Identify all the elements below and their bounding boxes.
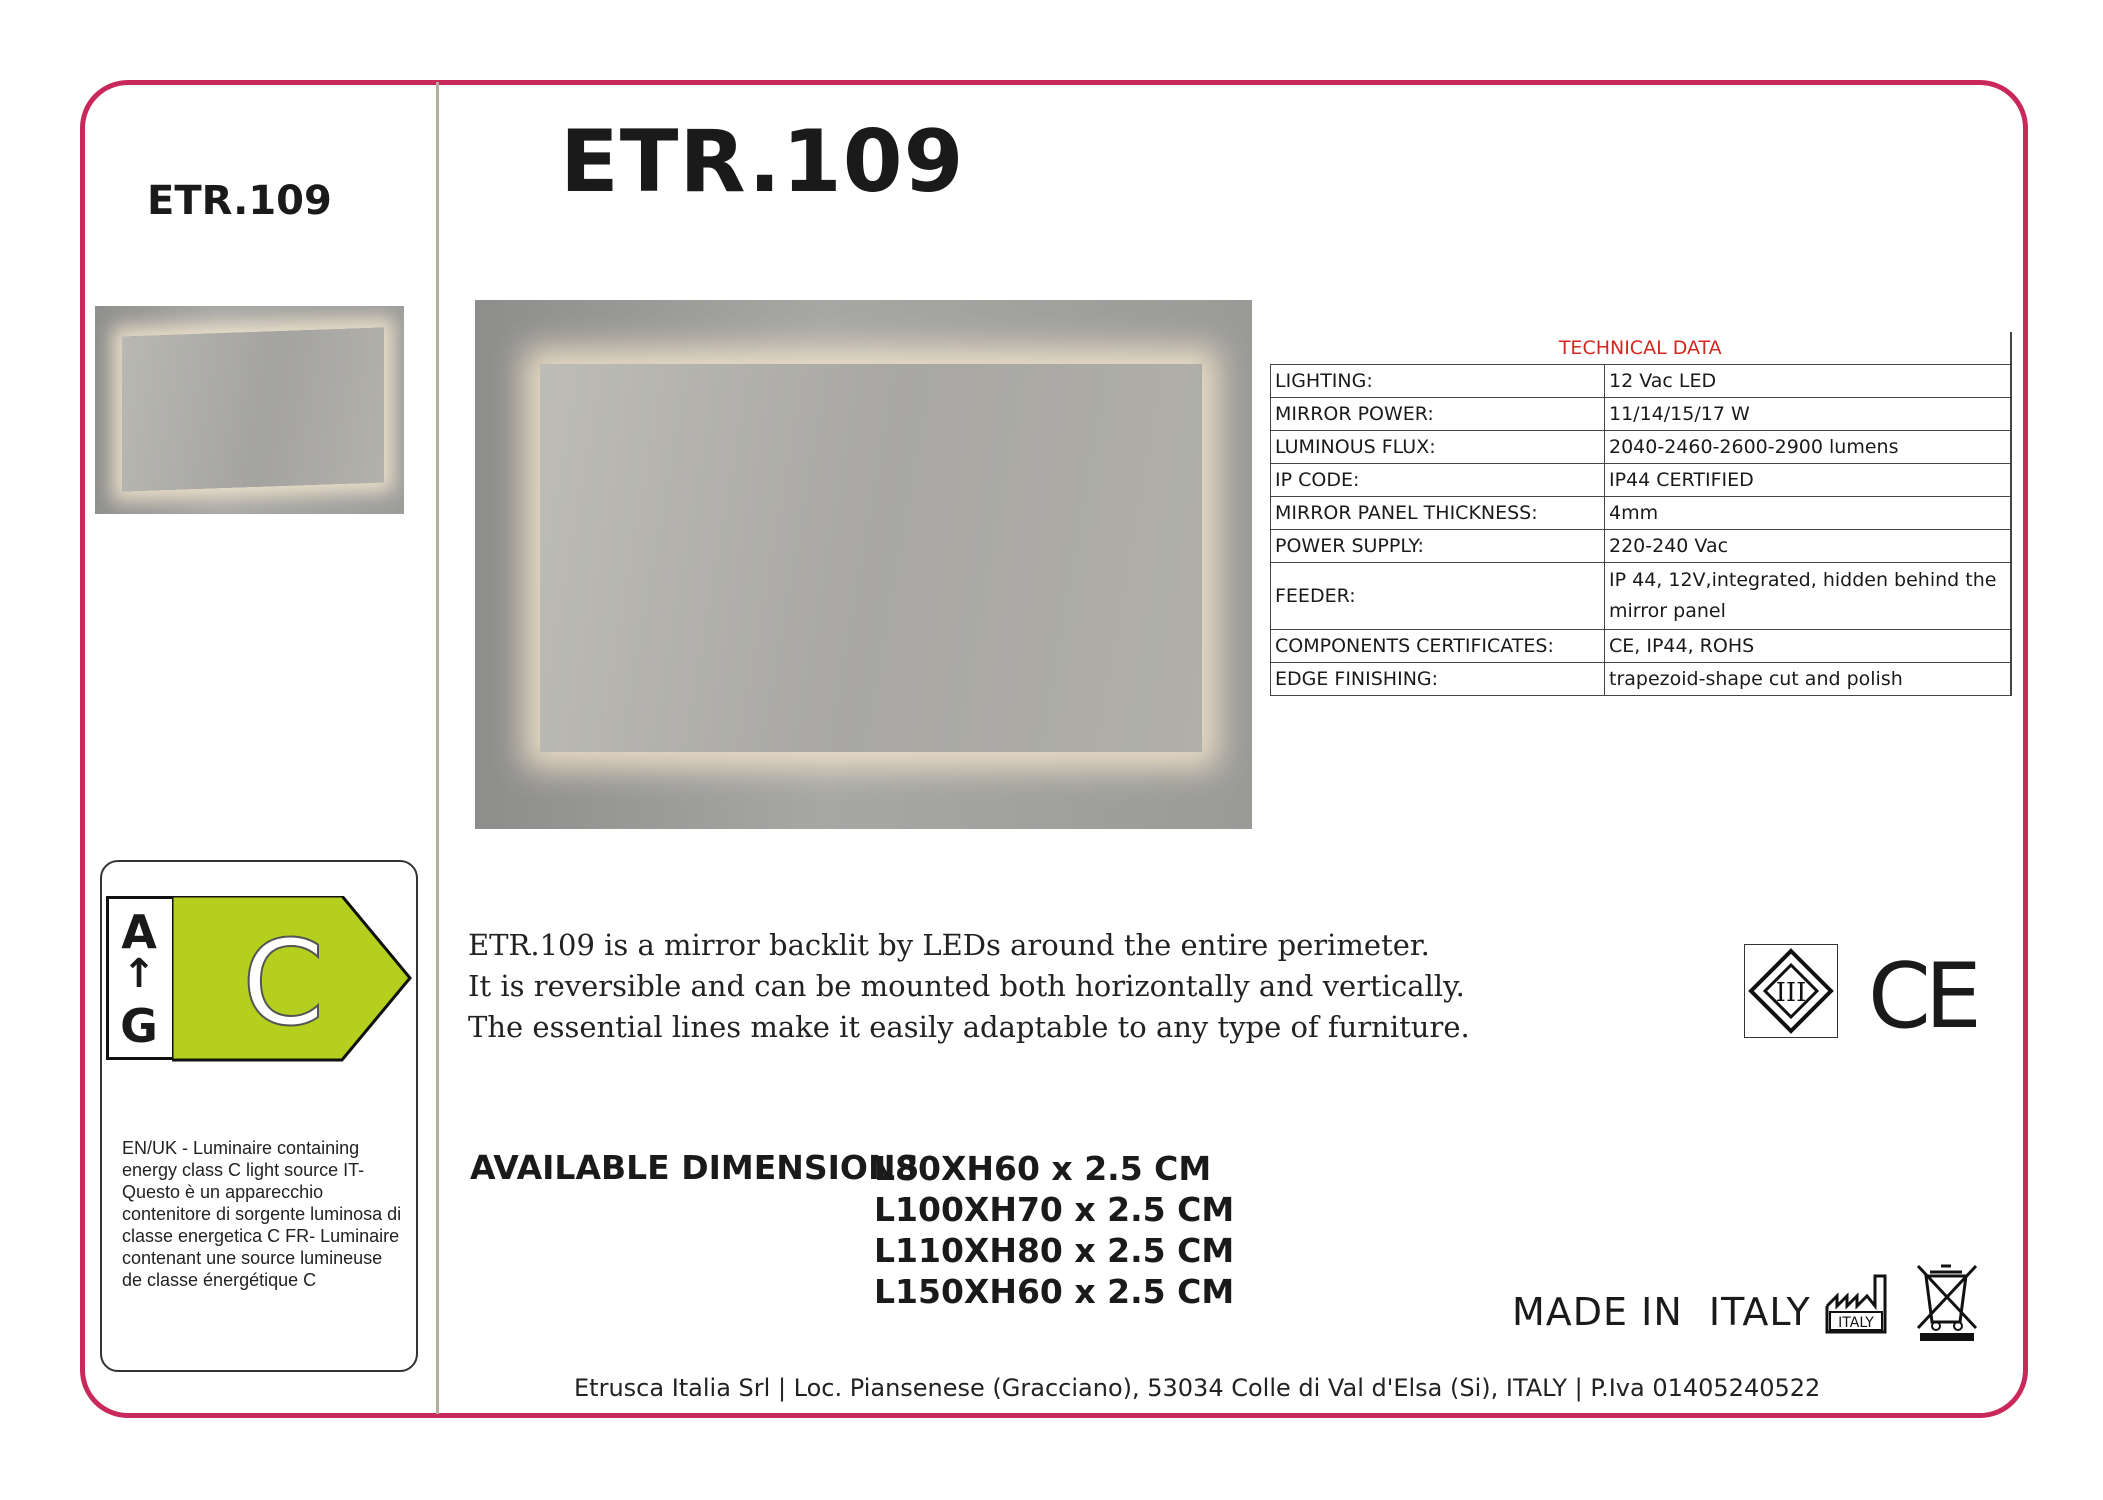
class-iii-symbol-icon (1744, 944, 1838, 1038)
table-row: FEEDER: IP 44, 12V,integrated, hidden behind the mirror panel (1271, 563, 2012, 630)
svg-text:C: C (242, 914, 325, 1052)
table-row: MIRROR POWER: 11/14/15/17 W (1271, 398, 2012, 431)
list-item: L100XH70 x 2.5 CM (874, 1190, 1235, 1229)
table-row: LIGHTING: 12 Vac LED (1271, 365, 2012, 398)
table-row: MIRROR PANEL THICKNESS: 4mm (1271, 497, 2012, 530)
list-item: L80XH60 x 2.5 CM (874, 1149, 1212, 1188)
technical-data-table (1270, 332, 2012, 696)
technical-data-title: TECHNICAL DATA (1271, 332, 2012, 365)
dimensions-list (874, 1148, 1234, 1312)
energy-scale: A ↑ G (106, 896, 172, 1060)
table-row: EDGE FINISHING: trapezoid-shape cut and polish (1271, 663, 2012, 696)
page-title: ETR.109 (560, 112, 965, 212)
energy-label-text: EN/UK - Luminaire containing energy class C light source IT- Questo è un apparecchio contenitore di sorgente luminosa di classe energetica C FR- Luminaire contenant une source lumineuse de classe énergétique C (122, 1138, 402, 1290)
product-description: ETR.109 is a mirror backlit by LEDs around the entire perimeter. It is reversible and can be mounted both horizontally and vertically. The essential lines make it easily adaptable to any type of furniture. (468, 928, 1470, 1044)
side-product-code: ETR.109 (147, 178, 332, 224)
product-photo (475, 300, 1252, 829)
energy-class-arrow-icon (172, 896, 414, 1066)
table-row: LUMINOUS FLUX: 2040-2460-2600-2900 lumens (1271, 431, 2012, 464)
ce-mark-icon: CE (1868, 944, 1976, 1049)
product-thumbnail (95, 306, 404, 514)
made-in-italy: MADE IN ITALY (1512, 1290, 1811, 1334)
svg-text:III: III (1775, 978, 1807, 1008)
table-row: POWER SUPPLY: 220-240 Vac (1271, 530, 2012, 563)
dimensions-label: AVAILABLE DIMENSIONS (470, 1148, 920, 1187)
energy-label (100, 860, 418, 1372)
table-row: IP CODE: IP44 CERTIFIED (1271, 464, 2012, 497)
company-footer: Etrusca Italia Srl | Loc. Piansenese (Gracciano), 53034 Colle di Val d'Elsa (Si), ITALY | P.Iva 01405240522 (574, 1374, 1821, 1402)
vertical-divider (436, 82, 439, 1414)
weee-bin-icon (1914, 1262, 1980, 1342)
list-item: L110XH80 x 2.5 CM (874, 1231, 1235, 1270)
table-row: COMPONENTS CERTIFICATES: CE, IP44, ROHS (1271, 630, 2012, 663)
svg-text:ITALY: ITALY (1838, 1315, 1874, 1331)
list-item: L150XH60 x 2.5 CM (874, 1272, 1235, 1311)
factory-italy-icon (1823, 1272, 1891, 1336)
